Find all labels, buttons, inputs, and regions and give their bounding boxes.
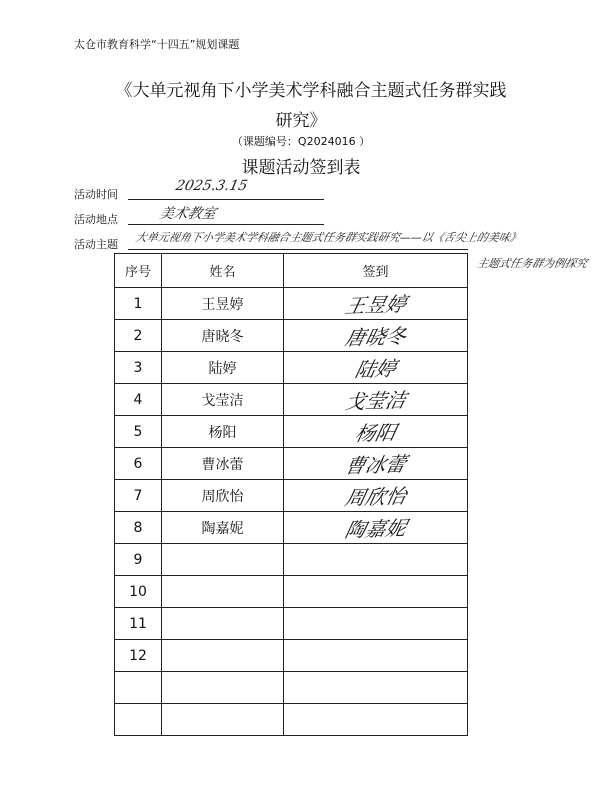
row-number: 12 bbox=[115, 640, 162, 672]
document-title-line2: 研究》 bbox=[275, 111, 327, 131]
handwritten-signature: 周欣怡 bbox=[342, 483, 408, 511]
handwritten-signature: 杨阳 bbox=[352, 420, 398, 446]
row-signature bbox=[284, 416, 468, 448]
row-name: 王昱婷 bbox=[162, 288, 284, 320]
table-row bbox=[115, 384, 468, 416]
row-name: 戈莹洁 bbox=[162, 384, 284, 416]
project-code: （课题编号：Q2024016 ） bbox=[231, 135, 371, 148]
row-signature bbox=[284, 384, 468, 416]
row-name bbox=[162, 544, 284, 576]
row-number bbox=[115, 704, 162, 736]
handwritten-signature: 曹冰蕾 bbox=[342, 451, 408, 479]
place-line bbox=[128, 224, 324, 225]
row-number: 3 bbox=[115, 352, 162, 384]
document-title-line1: 《大单元视角下小学美术学科融合主题式任务群实践 bbox=[115, 81, 507, 101]
place-value: 美术教室 bbox=[158, 206, 218, 222]
row-number: 11 bbox=[115, 608, 162, 640]
row-name: 唐晓冬 bbox=[162, 320, 284, 352]
row-name bbox=[162, 608, 284, 640]
table-row bbox=[115, 640, 468, 672]
table-row bbox=[115, 608, 468, 640]
row-number bbox=[115, 672, 162, 704]
row-number: 7 bbox=[115, 480, 162, 512]
row-number: 5 bbox=[115, 416, 162, 448]
row-signature bbox=[284, 320, 468, 352]
time-value: 2025.3.15 bbox=[174, 178, 249, 194]
row-number: 9 bbox=[115, 544, 162, 576]
row-signature bbox=[284, 512, 468, 544]
row-signature bbox=[284, 704, 468, 736]
table-row bbox=[115, 704, 468, 736]
table-row bbox=[115, 480, 468, 512]
table-row bbox=[115, 512, 468, 544]
table-row bbox=[115, 576, 468, 608]
time-label: 活动时间 bbox=[74, 188, 118, 201]
theme-line bbox=[128, 249, 468, 250]
row-signature bbox=[284, 288, 468, 320]
row-name bbox=[162, 576, 284, 608]
table-row bbox=[115, 416, 468, 448]
row-signature bbox=[284, 608, 468, 640]
row-signature bbox=[284, 448, 468, 480]
table-row bbox=[115, 544, 468, 576]
header-name: 姓名 bbox=[162, 254, 284, 288]
place-label: 活动地点 bbox=[74, 213, 118, 226]
table-row bbox=[115, 448, 468, 480]
row-signature bbox=[284, 352, 468, 384]
row-signature bbox=[284, 544, 468, 576]
table-row bbox=[115, 288, 468, 320]
handwritten-signature: 陆婷 bbox=[352, 356, 398, 382]
theme-value: 大单元视角下小学美术学科融合主题式任务群实践研究——以《舌尖上的美味》 bbox=[134, 231, 523, 244]
row-signature bbox=[284, 576, 468, 608]
row-signature bbox=[284, 480, 468, 512]
row-name bbox=[162, 640, 284, 672]
row-signature bbox=[284, 640, 468, 672]
theme-label: 活动主题 bbox=[74, 238, 118, 251]
row-number: 4 bbox=[115, 384, 162, 416]
header-signature: 签到 bbox=[284, 254, 468, 288]
row-name bbox=[162, 672, 284, 704]
row-signature bbox=[284, 672, 468, 704]
row-name bbox=[162, 704, 284, 736]
handwritten-signature: 戈莹洁 bbox=[342, 387, 408, 415]
signin-table bbox=[114, 253, 468, 736]
row-name: 周欣怡 bbox=[162, 480, 284, 512]
row-name: 陶嘉妮 bbox=[162, 512, 284, 544]
row-number: 8 bbox=[115, 512, 162, 544]
row-number: 2 bbox=[115, 320, 162, 352]
table-header-row bbox=[115, 254, 468, 288]
row-name: 曹冰蕾 bbox=[162, 448, 284, 480]
row-name: 陆婷 bbox=[162, 352, 284, 384]
header-note: 太仓市教育科学“十四五”规划课题 bbox=[74, 38, 240, 51]
table-row bbox=[115, 320, 468, 352]
theme-continued: 主题式任务群为例探究 bbox=[475, 257, 589, 270]
row-number: 6 bbox=[115, 448, 162, 480]
time-line bbox=[128, 199, 324, 200]
sheet-subtitle: 课题活动签到表 bbox=[241, 158, 361, 178]
handwritten-signature: 陶嘉妮 bbox=[342, 515, 408, 543]
header-number: 序号 bbox=[115, 254, 162, 288]
row-name: 杨阳 bbox=[162, 416, 284, 448]
row-number: 1 bbox=[115, 288, 162, 320]
handwritten-signature: 唐晓冬 bbox=[342, 323, 408, 351]
handwritten-signature: 王昱婷 bbox=[342, 291, 408, 319]
table-row bbox=[115, 672, 468, 704]
table-row bbox=[115, 352, 468, 384]
row-number: 10 bbox=[115, 576, 162, 608]
